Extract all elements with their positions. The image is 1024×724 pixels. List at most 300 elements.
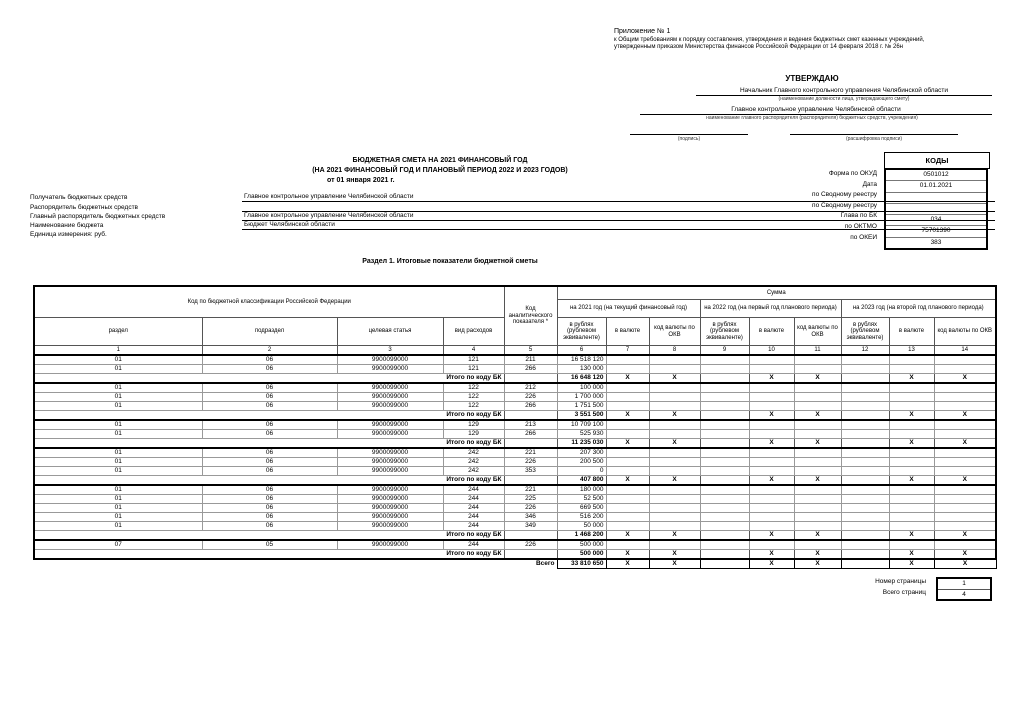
- amount-2021-cell: 516 200: [557, 513, 606, 522]
- requisite-label: Главный распорядитель бюджетных средств: [30, 212, 166, 220]
- code-cell: 01: [34, 365, 202, 374]
- data-row: [34, 430, 996, 439]
- empty-cell: [606, 393, 649, 402]
- code-cell: 9900099000: [337, 495, 443, 504]
- empty-cell: [749, 467, 794, 476]
- codes-label-0: Форма по ОКУД: [828, 170, 877, 177]
- code-cell: 06: [202, 467, 337, 476]
- header-currency-code-2021: код валюты по ОКВ: [649, 318, 700, 346]
- x-mark-cell: X: [934, 559, 996, 569]
- x-mark-cell: X: [889, 439, 934, 449]
- document-title: [275, 156, 605, 186]
- empty-cell: [606, 430, 649, 439]
- header-year-2023: на 2023 год (на второй год планового периода): [841, 300, 996, 318]
- empty-cell: [649, 540, 700, 550]
- empty-cell: [794, 540, 841, 550]
- signature-decode-caption: (расшифровка подписи): [845, 136, 903, 142]
- empty-cell: [606, 540, 649, 550]
- header-currency-code-2023: код валюты по ОКВ: [934, 318, 996, 346]
- empty-cell: [504, 550, 557, 560]
- empty-cell: [841, 495, 889, 504]
- amount-2021-cell: 130 000: [557, 365, 606, 374]
- column-number: 6: [557, 346, 606, 356]
- approver-position: Начальник Главного контрольного управления Челябинской области: [696, 87, 992, 96]
- empty-cell: [606, 383, 649, 393]
- data-row: [34, 458, 996, 467]
- code-cell: 01: [34, 485, 202, 495]
- empty-cell: [934, 420, 996, 430]
- data-row: [34, 522, 996, 531]
- code-cell: 07: [34, 540, 202, 550]
- x-mark-cell: X: [649, 411, 700, 421]
- x-mark-cell: X: [649, 476, 700, 486]
- empty-cell: [749, 522, 794, 531]
- requisite-label: Получатель бюджетных средств: [30, 194, 128, 202]
- code-cell: 122: [443, 402, 504, 411]
- x-mark-cell: X: [749, 411, 794, 421]
- x-mark-cell: X: [889, 374, 934, 384]
- bk-group-1: [34, 383, 996, 420]
- code-cell: 9900099000: [337, 365, 443, 374]
- group-total-amount: 1 468 200: [557, 531, 606, 541]
- empty-cell: [700, 559, 749, 569]
- code-cell: 9900099000: [337, 383, 443, 393]
- data-row: [34, 365, 996, 374]
- code-cell: 244: [443, 495, 504, 504]
- group-total-row: [34, 374, 996, 384]
- code-cell: 9900099000: [337, 504, 443, 513]
- code-cell: 244: [443, 540, 504, 550]
- code-cell: 01: [34, 383, 202, 393]
- header-sum: Сумма: [557, 286, 996, 300]
- header-expense-type: вид расходов: [443, 318, 504, 346]
- appendix-text-2: утвержденным приказом Министерства финансов Российской Федерации от 14 февраля 2018 г. № 26н: [614, 43, 903, 50]
- bk-group-5: [34, 540, 996, 559]
- code-cell: 06: [202, 393, 337, 402]
- empty-cell: [841, 550, 889, 560]
- code-cell: 129: [443, 430, 504, 439]
- data-row: [34, 393, 996, 402]
- group-total-amount: 11 235 030: [557, 439, 606, 449]
- code-cell: 121: [443, 355, 504, 365]
- header-rub-2022: в рублях (рублевом эквиваленте): [700, 318, 749, 346]
- code-cell: 9900099000: [337, 355, 443, 365]
- code-cell: 242: [443, 448, 504, 458]
- empty-cell: [700, 540, 749, 550]
- column-number: 2: [202, 346, 337, 356]
- section-title: Раздел 1. Итоговые показатели бюджетной сметы: [362, 258, 538, 265]
- x-mark-cell: X: [889, 550, 934, 560]
- empty-cell: [841, 476, 889, 486]
- code-cell: 01: [34, 504, 202, 513]
- code-cell: 266: [504, 365, 557, 374]
- code-cell: 226: [504, 458, 557, 467]
- column-number: 12: [841, 346, 889, 356]
- empty-cell: [889, 383, 934, 393]
- empty-cell: [606, 522, 649, 531]
- empty-cell: [934, 467, 996, 476]
- header-rub-2023: в рублях (рублевом эквиваленте): [841, 318, 889, 346]
- codes-value-4: 034: [886, 215, 986, 226]
- x-mark-cell: X: [889, 476, 934, 486]
- empty-cell: [700, 402, 749, 411]
- code-cell: 242: [443, 458, 504, 467]
- empty-cell: [700, 374, 749, 384]
- empty-cell: [606, 355, 649, 365]
- empty-cell: [749, 504, 794, 513]
- empty-cell: [649, 430, 700, 439]
- amount-2021-cell: 200 500: [557, 458, 606, 467]
- requisite-row-0: [30, 193, 995, 202]
- grand-total: [34, 559, 996, 569]
- code-cell: 01: [34, 355, 202, 365]
- empty-cell: [700, 476, 749, 486]
- group-total-row: [34, 411, 996, 421]
- empty-cell: [649, 448, 700, 458]
- grand-total-label: Всего: [535, 560, 555, 568]
- empty-cell: [841, 485, 889, 495]
- column-number: 5: [504, 346, 557, 356]
- x-mark-cell: X: [749, 374, 794, 384]
- empty-cell: [649, 458, 700, 467]
- title-line-1: БЮДЖЕТНАЯ СМЕТА НА 2021 ФИНАНСОВЫЙ ГОД: [352, 157, 528, 164]
- empty-cell: [934, 495, 996, 504]
- code-cell: 06: [202, 504, 337, 513]
- appendix-note: [614, 28, 1016, 51]
- amount-2021-cell: 1 751 500: [557, 402, 606, 411]
- amount-2021-cell: 525 930: [557, 430, 606, 439]
- header-currency-2022: в валюте: [749, 318, 794, 346]
- x-mark-cell: X: [606, 531, 649, 541]
- empty-cell: [794, 448, 841, 458]
- empty-cell: [934, 448, 996, 458]
- x-mark-cell: X: [889, 411, 934, 421]
- empty-cell: [841, 504, 889, 513]
- data-row: [34, 448, 996, 458]
- code-cell: 01: [34, 402, 202, 411]
- empty-cell: [700, 355, 749, 365]
- empty-cell: [504, 439, 557, 449]
- empty-cell: [649, 383, 700, 393]
- empty-cell: [841, 365, 889, 374]
- empty-cell: [889, 504, 934, 513]
- code-cell: 122: [443, 393, 504, 402]
- x-mark-cell: X: [934, 531, 996, 541]
- requisite-label: Распорядитель бюджетных средств: [30, 203, 138, 211]
- empty-cell: [606, 485, 649, 495]
- x-mark-cell: X: [749, 439, 794, 449]
- empty-cell: [794, 513, 841, 522]
- group-total-label: Итого по коду БК: [34, 439, 504, 449]
- code-cell: 9900099000: [337, 522, 443, 531]
- code-cell: 06: [202, 365, 337, 374]
- empty-cell: [889, 495, 934, 504]
- code-cell: 221: [504, 448, 557, 458]
- code-cell: 122: [443, 383, 504, 393]
- empty-cell: [841, 467, 889, 476]
- approver-position-caption: (наименование должности лица, утверждающего смету): [778, 96, 910, 102]
- code-cell: 226: [504, 504, 557, 513]
- grand-total-amount: 33 810 650: [557, 559, 606, 569]
- empty-cell: [749, 495, 794, 504]
- empty-cell: [606, 458, 649, 467]
- empty-cell: [934, 540, 996, 550]
- empty-cell: [841, 540, 889, 550]
- empty-cell: [606, 402, 649, 411]
- x-mark-cell: X: [649, 550, 700, 560]
- code-cell: 129: [443, 420, 504, 430]
- empty-cell: [504, 476, 557, 486]
- codes-label-2: по Сводному реестру: [812, 191, 877, 199]
- grand-total-row: [34, 559, 996, 569]
- empty-cell: [649, 513, 700, 522]
- empty-cell: [700, 448, 749, 458]
- empty-cell: [794, 355, 841, 365]
- empty-cell: [889, 420, 934, 430]
- header-currency-2023: в валюте: [889, 318, 934, 346]
- empty-cell: [794, 420, 841, 430]
- amount-2021-cell: 100 000: [557, 383, 606, 393]
- page-counter-values: [936, 577, 992, 601]
- data-row: [34, 540, 996, 550]
- x-mark-cell: X: [749, 531, 794, 541]
- x-mark-cell: X: [889, 531, 934, 541]
- empty-cell: [649, 393, 700, 402]
- page-number-value: 1: [938, 579, 990, 590]
- x-mark-cell: X: [934, 476, 996, 486]
- codes-label-5: по ОКТМО: [844, 222, 877, 230]
- empty-cell: [504, 411, 557, 421]
- code-cell: 211: [504, 355, 557, 365]
- group-total-row: [34, 439, 996, 449]
- group-total-amount: 16 648 120: [557, 374, 606, 384]
- empty-cell: [934, 383, 996, 393]
- empty-cell: [934, 430, 996, 439]
- codes-label-6: по ОКЕИ: [850, 233, 877, 241]
- code-cell: 9900099000: [337, 513, 443, 522]
- x-mark-cell: X: [794, 411, 841, 421]
- empty-cell: [889, 513, 934, 522]
- code-cell: 01: [34, 495, 202, 504]
- empty-cell: [889, 458, 934, 467]
- requisite-value: Бюджет Челябинской области: [242, 221, 995, 230]
- empty-cell: [749, 355, 794, 365]
- title-line-2: (НА 2021 ФИНАНСОВЫЙ ГОД И ПЛАНОВЫЙ ПЕРИОД 2022 И 2023 ГОДОВ): [312, 167, 568, 174]
- empty-cell: [700, 485, 749, 495]
- code-cell: 06: [202, 448, 337, 458]
- empty-cell: [606, 467, 649, 476]
- empty-cell: [841, 439, 889, 449]
- code-cell: 06: [202, 485, 337, 495]
- empty-cell: [794, 495, 841, 504]
- code-cell: 9900099000: [337, 485, 443, 495]
- code-cell: 9900099000: [337, 402, 443, 411]
- column-number: 13: [889, 346, 934, 356]
- empty-cell: [700, 513, 749, 522]
- empty-cell: [700, 365, 749, 374]
- x-mark-cell: X: [749, 559, 794, 569]
- data-row: [34, 504, 996, 513]
- empty-cell: [649, 504, 700, 513]
- empty-cell: [700, 383, 749, 393]
- code-cell: 346: [504, 513, 557, 522]
- bk-group-2: [34, 420, 996, 448]
- empty-cell: [794, 383, 841, 393]
- amount-2021-cell: 1 700 000: [557, 393, 606, 402]
- x-mark-cell: X: [749, 550, 794, 560]
- empty-cell: [700, 393, 749, 402]
- codes-value-5: 75701390: [886, 226, 986, 237]
- requisite-value: Главное контрольное управление Челябинской области: [242, 212, 995, 221]
- empty-cell: [606, 365, 649, 374]
- empty-cell: [841, 531, 889, 541]
- empty-cell: [841, 393, 889, 402]
- empty-cell: [934, 513, 996, 522]
- empty-cell: [700, 420, 749, 430]
- total-pages-value: 4: [962, 590, 966, 598]
- code-cell: 06: [202, 458, 337, 467]
- code-cell: 01: [34, 393, 202, 402]
- x-mark-cell: X: [794, 559, 841, 569]
- column-number: 4: [443, 346, 504, 356]
- appendix-number: Приложение № 1: [614, 28, 671, 35]
- empty-cell: [749, 485, 794, 495]
- column-number: 10: [749, 346, 794, 356]
- code-cell: 9900099000: [337, 467, 443, 476]
- code-cell: 01: [34, 522, 202, 531]
- code-cell: 01: [34, 513, 202, 522]
- column-number: 11: [794, 346, 841, 356]
- code-cell: 01: [34, 458, 202, 467]
- summary-table-wrap: [33, 285, 997, 569]
- empty-cell: [794, 467, 841, 476]
- code-cell: 225: [504, 495, 557, 504]
- empty-cell: [794, 365, 841, 374]
- empty-cell: [606, 448, 649, 458]
- empty-cell: [889, 448, 934, 458]
- code-cell: 9900099000: [337, 430, 443, 439]
- approve-title: УТВЕРЖДАЮ: [785, 74, 839, 83]
- empty-cell: [649, 402, 700, 411]
- empty-cell: [841, 383, 889, 393]
- empty-cell: [749, 540, 794, 550]
- empty-cell: [841, 458, 889, 467]
- data-row: [34, 513, 996, 522]
- empty-cell: [700, 495, 749, 504]
- requisite-row-1: [30, 202, 995, 211]
- approval-block: [630, 74, 994, 142]
- code-cell: 242: [443, 467, 504, 476]
- x-mark-cell: X: [794, 439, 841, 449]
- code-cell: 266: [504, 430, 557, 439]
- empty-cell: [749, 513, 794, 522]
- empty-cell: [889, 540, 934, 550]
- requisite-row-2: [30, 212, 995, 221]
- empty-cell: [606, 420, 649, 430]
- codes-value-0: 0501012: [886, 170, 986, 181]
- empty-cell: [749, 402, 794, 411]
- x-mark-cell: X: [606, 550, 649, 560]
- code-cell: 06: [202, 513, 337, 522]
- code-cell: 05: [202, 540, 337, 550]
- x-mark-cell: X: [889, 559, 934, 569]
- column-number: 3: [337, 346, 443, 356]
- empty-cell: [504, 531, 557, 541]
- code-cell: 226: [504, 540, 557, 550]
- empty-cell: [794, 458, 841, 467]
- x-mark-cell: X: [649, 374, 700, 384]
- empty-cell: [889, 393, 934, 402]
- x-mark-cell: X: [934, 411, 996, 421]
- empty-cell: [889, 467, 934, 476]
- empty-cell: [934, 504, 996, 513]
- empty-cell: [841, 420, 889, 430]
- code-cell: 266: [504, 402, 557, 411]
- empty-cell: [841, 411, 889, 421]
- column-number: 9: [700, 346, 749, 356]
- group-total-label: Итого по коду БК: [34, 476, 504, 486]
- x-mark-cell: X: [649, 439, 700, 449]
- x-mark-cell: X: [649, 531, 700, 541]
- empty-cell: [649, 420, 700, 430]
- code-cell: 06: [202, 495, 337, 504]
- data-row: [34, 420, 996, 430]
- x-mark-cell: X: [606, 439, 649, 449]
- empty-cell: [749, 448, 794, 458]
- header-year-2022: на 2022 год (на первый год планового периода): [700, 300, 841, 318]
- codes-label-1: Дата: [862, 180, 877, 188]
- requisite-value: Главное контрольное управление Челябинской области: [242, 193, 995, 202]
- column-number: 14: [934, 346, 996, 356]
- empty-cell: [606, 495, 649, 504]
- header-currency-code-2022: код валюты по ОКВ: [794, 318, 841, 346]
- x-mark-cell: X: [606, 559, 649, 569]
- group-total-row: [34, 476, 996, 486]
- code-cell: 221: [504, 485, 557, 495]
- column-number: 8: [649, 346, 700, 356]
- approver-organization: Главное контрольное управление Челябинской области: [640, 106, 992, 115]
- amount-2021-cell: 50 000: [557, 522, 606, 531]
- summary-table: [33, 285, 997, 569]
- data-row: [34, 355, 996, 365]
- x-mark-cell: X: [794, 531, 841, 541]
- code-cell: 9900099000: [337, 448, 443, 458]
- group-total-label: Итого по коду БК: [34, 531, 504, 541]
- empty-cell: [841, 448, 889, 458]
- empty-cell: [749, 420, 794, 430]
- code-cell: 01: [34, 420, 202, 430]
- empty-cell: [794, 504, 841, 513]
- code-cell: 06: [202, 430, 337, 439]
- group-total-row: [34, 550, 996, 560]
- empty-cell: [934, 402, 996, 411]
- empty-cell: [794, 393, 841, 402]
- group-total-amount: 500 000: [557, 550, 606, 560]
- code-cell: 9900099000: [337, 393, 443, 402]
- header-razdel: раздел: [34, 318, 202, 346]
- column-numbers-row: [34, 346, 996, 356]
- code-cell: 9900099000: [337, 540, 443, 550]
- bk-group-3: [34, 448, 996, 485]
- code-cell: 06: [202, 522, 337, 531]
- empty-cell: [934, 355, 996, 365]
- empty-cell: [841, 559, 889, 569]
- empty-cell: [700, 504, 749, 513]
- codes-value-1: 01.01.2021: [886, 181, 986, 192]
- amount-2021-cell: 180 000: [557, 485, 606, 495]
- bk-group-0: [34, 355, 996, 383]
- group-total-amount: 3 551 500: [557, 411, 606, 421]
